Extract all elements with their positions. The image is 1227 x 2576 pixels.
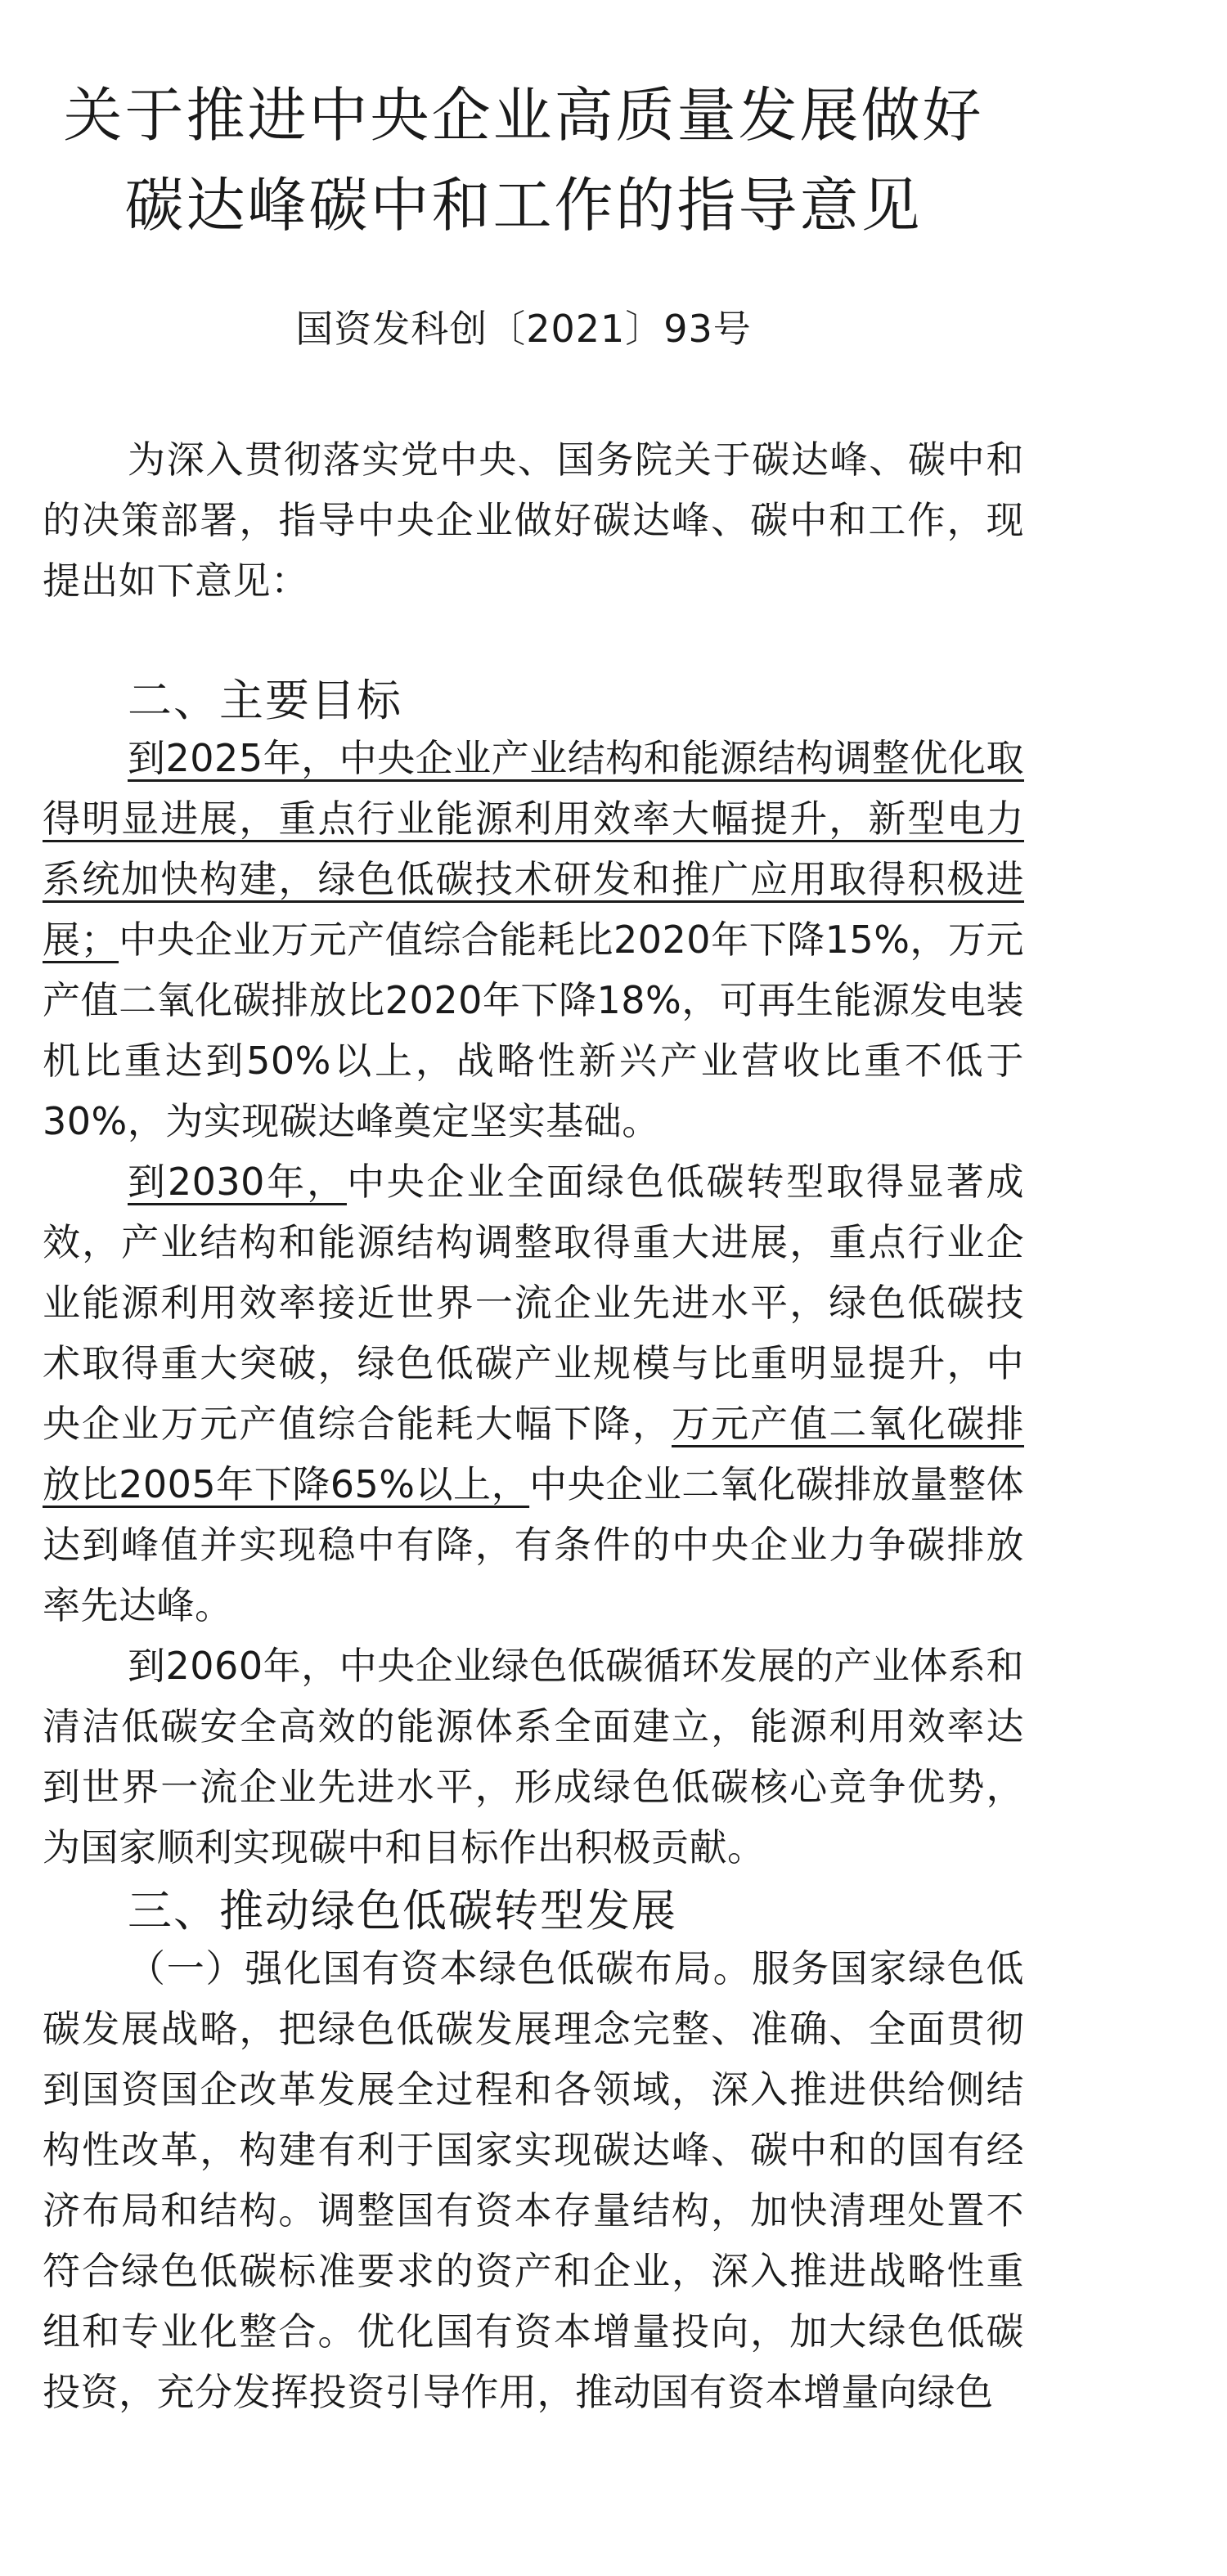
paragraph-state-capital-layout: （一）强化国有资本绿色低碳布局。服务国家绿色低碳发展战略，把绿色低碳发展理念完整、准确、全面贯彻到国资国企改革发展全过程和各领域，深入推进供给侧结构性改革，构建有利于国家实现碳达峰、碳中和的国有经济布局和结构。调整国有资本存量结构，加快清理处置不符合绿色低碳标准要求的资产和企业，深入推进战略性重组和专业化整合。优化国有资本增量投向，加大绿色低碳投资，充分发挥投资引导作用，推动国有资本增量向绿色 xyxy=(43,1946,1024,2414)
section-heading-main-goals: 二、主要目标 xyxy=(128,675,402,726)
paragraph-2025-goals xyxy=(43,728,1024,1151)
underlined-2025-text: 到2025年，中央企业产业结构和能源结构调整优化取得明显进展，重点行业能源利用效率大幅提升，新型电力系统加快构建，绿色低碳技术研发和推广应用取得积极进展； xyxy=(43,736,1024,962)
underlined-2030-lead: 到2030年， xyxy=(128,1160,347,1204)
intro-paragraph: 为深入贯彻落实党中央、国务院关于碳达峰、碳中和的决策部署，指导中央企业做好碳达峰、碳中和工作，现提出如下意见： xyxy=(43,438,1024,603)
document-title-line-1: 关于推进中央企业高质量发展做好 xyxy=(63,81,984,150)
underlined-2030-emission-target: 万元产值二氧化碳排放比2005年下降65%以上， xyxy=(43,1402,1024,1506)
paragraph-2060-goals: 到2060年，中央企业绿色低碳循环发展的产业体系和清洁低碳安全高效的能源体系全面建立，能源利用效率达到世界一流企业先进水平，形成绿色低碳核心竞争优势，为国家顺利实现碳中和目标作出积极贡献。 xyxy=(43,1644,1024,1869)
text-2030-middle: 中央企业全面绿色低碳转型取得显著成效，产业结构和能源结构调整取得重大进展，重点行业企业能源利用效率接近世界一流企业先进水平，绿色低碳技术取得重大突破，绿色低碳产业规模与比重明显提升，中央企业万元产值综合能耗大幅下降， xyxy=(43,1160,1024,1446)
section-heading-green-transformation: 三、推动绿色低碳转型发展 xyxy=(128,1885,677,1936)
document-title-line-2: 碳达峰碳中和工作的指导意见 xyxy=(124,171,923,240)
paragraph-2030-goals xyxy=(43,1151,1024,1636)
text-2030-rest: 中央企业二氧化碳排放量整体达到峰值并实现稳中有降，有条件的中央企业力争碳排放率先达峰。 xyxy=(43,1462,1024,1627)
document-number: 国资发科创〔2021〕93号 xyxy=(295,307,752,351)
text-2025-rest: 中央企业万元产值综合能耗比2020年下降15%，万元产值二氧化碳排放比2020年下降18%，可再生能源发电装机比重达到50%以上，战略性新兴产业营收比重不低于30%，为实现碳达峰奠定坚实基础。 xyxy=(43,918,1024,1143)
